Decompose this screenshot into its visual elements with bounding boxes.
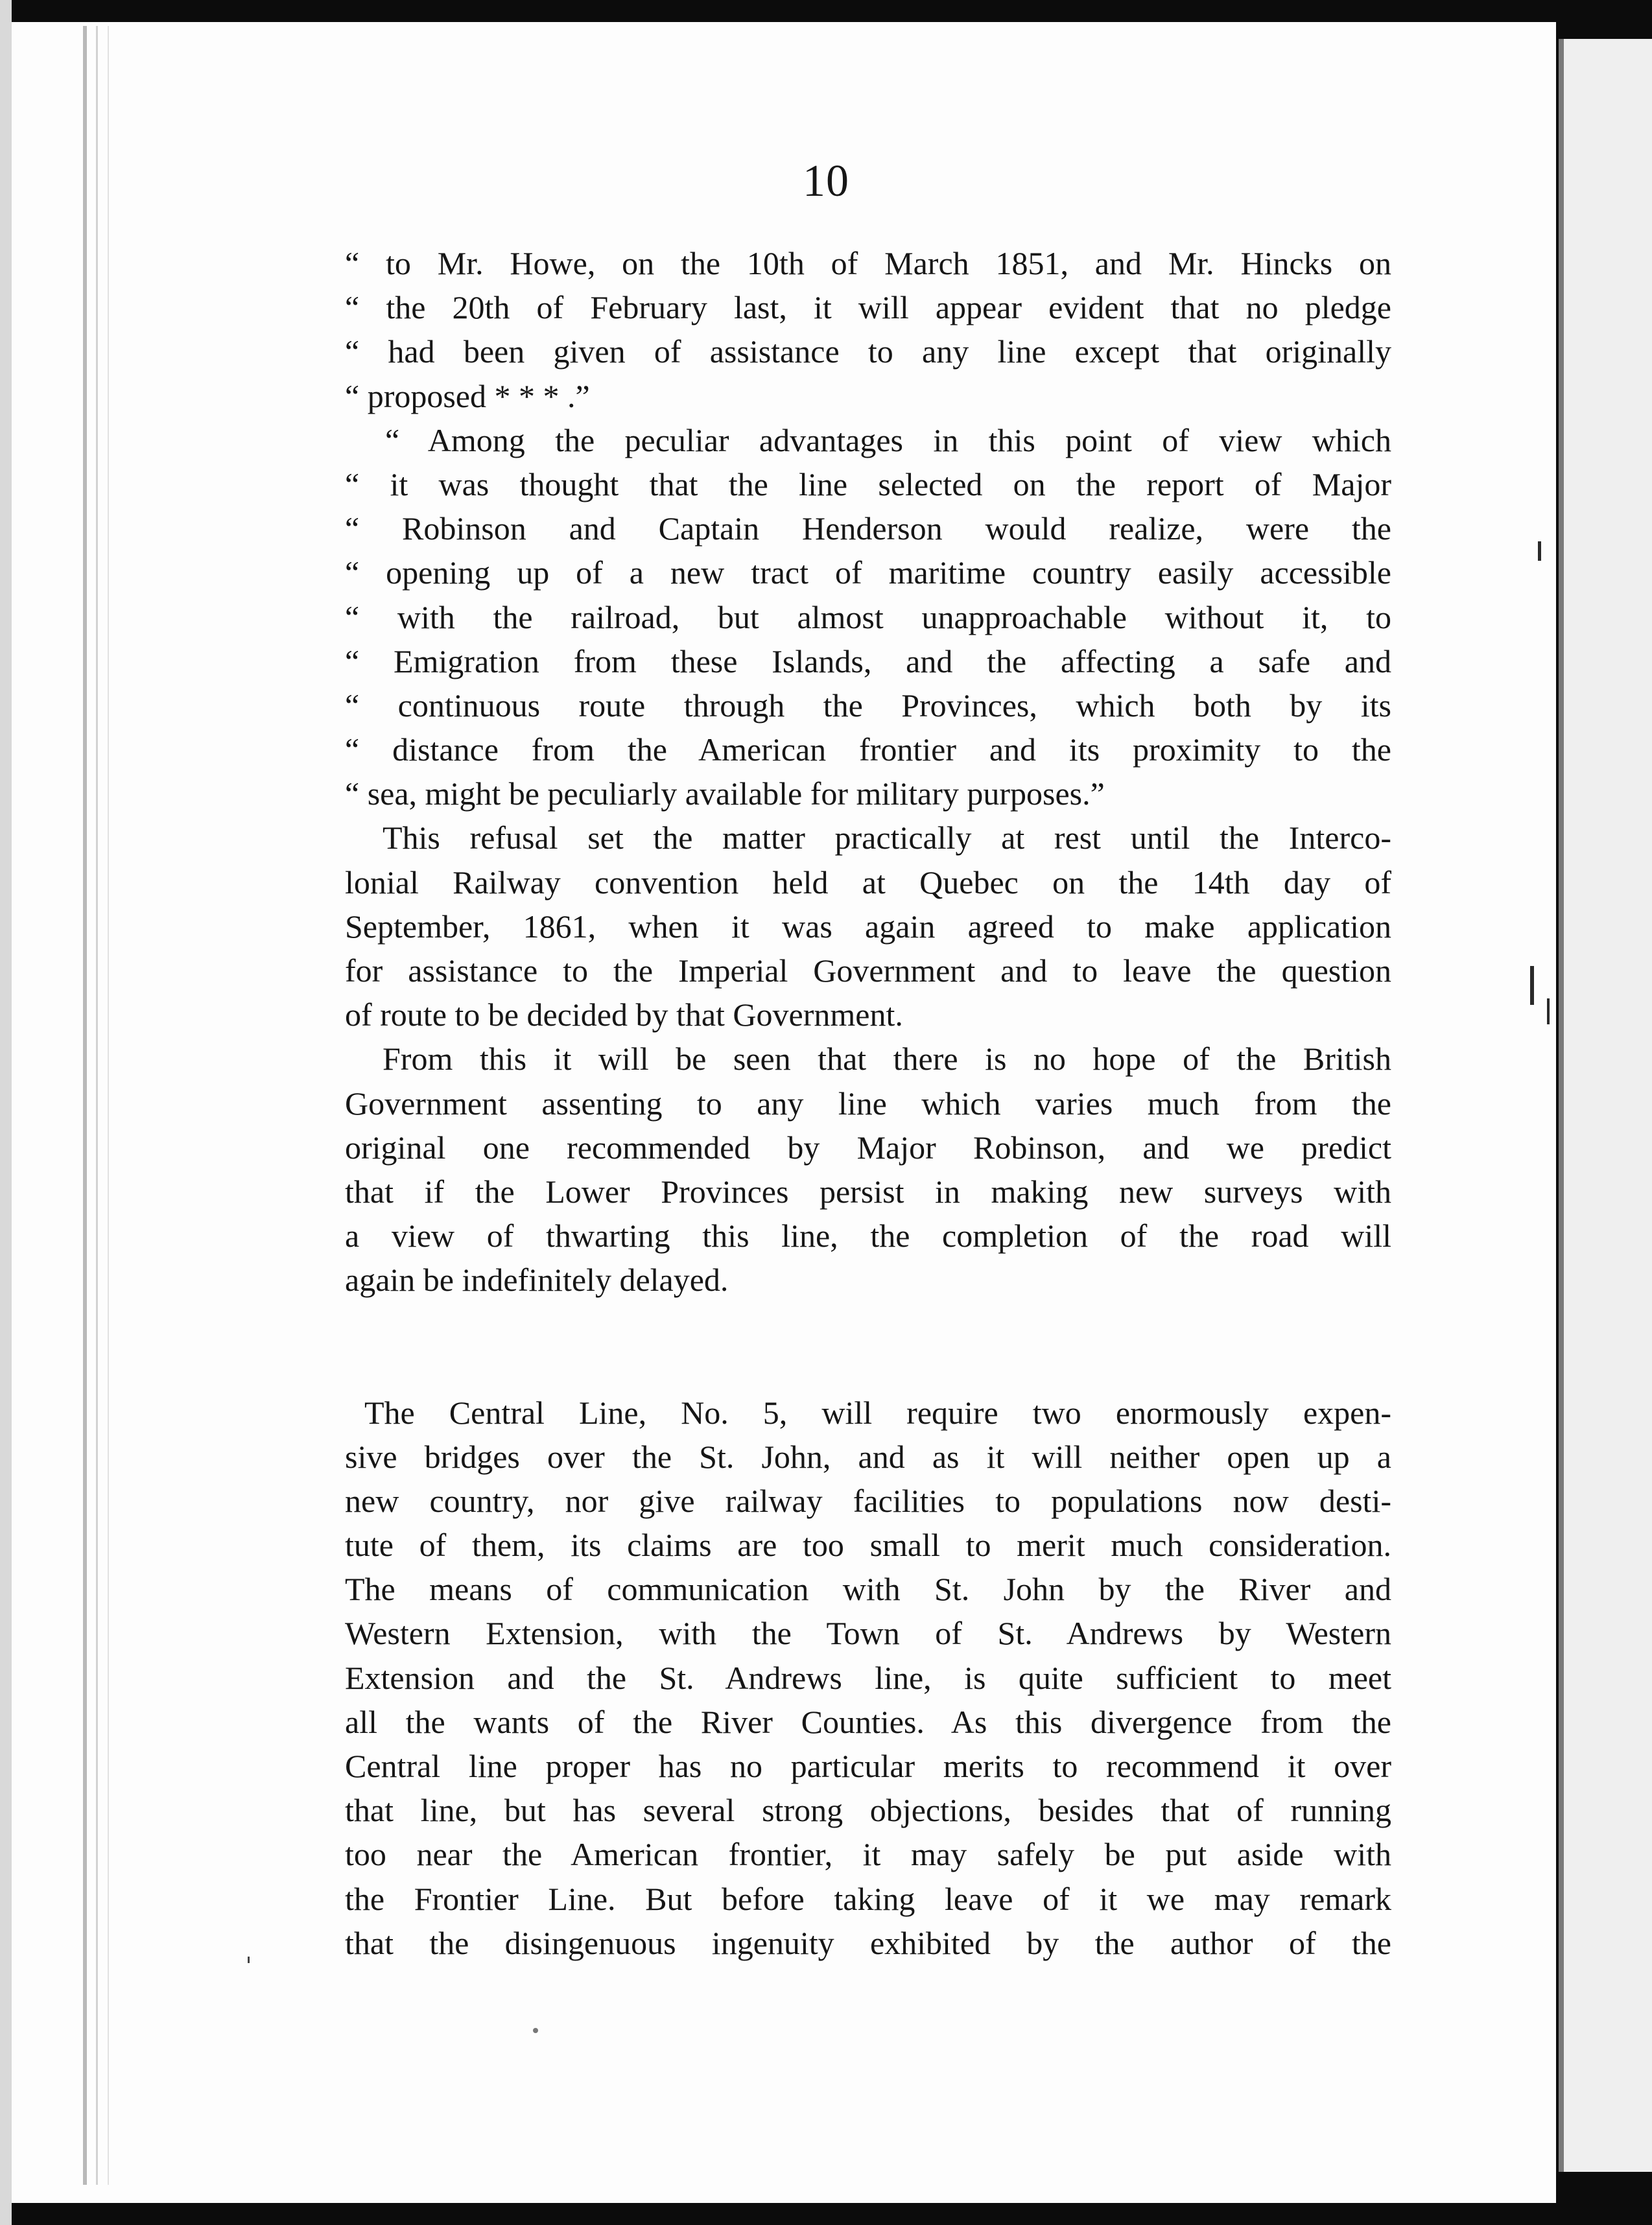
text-line: September, 1861, when it was again agreed to make application: [345, 908, 1391, 945]
scan-speck: [1538, 541, 1541, 561]
text-line: original one recommended by Major Robinson, and we predict: [345, 1129, 1391, 1166]
scan-speck: [1547, 998, 1550, 1024]
text-line: for assistance to the Imperial Government and to leave the question: [345, 952, 1391, 989]
text-line: sive bridges over the St. John, and as it will neither open up a: [345, 1438, 1391, 1475]
text-line: “ with the railroad, but almost unapproachable without it, to: [345, 598, 1391, 635]
text-line: “ continuous route through the Provinces, which both by its: [345, 687, 1391, 724]
body-text: [345, 241, 1391, 1965]
adjacent-page: [1559, 39, 1652, 2172]
text-line: “ the 20th of February last, it will appear evident that no pledge: [345, 289, 1391, 326]
text-line: “ sea, might be peculiarly available for military purposes.”: [345, 775, 1105, 812]
text-line: new country, nor give railway facilities to populations now desti-: [345, 1482, 1391, 1519]
adjacent-page-edge: [1559, 39, 1564, 2172]
text-line: that if the Lower Provinces persist in making new surveys with: [345, 1173, 1391, 1210]
scan-speck: [1530, 966, 1534, 1005]
text-line: The Central Line, No. 5, will require two enormously expen-: [364, 1394, 1391, 1431]
text-line: From this it will be seen that there is no hope of the British: [383, 1041, 1391, 1077]
text-line: that line, but has several strong objections, besides that of running: [345, 1792, 1391, 1829]
scan-border-left: [0, 0, 12, 2225]
text-line: “ distance from the American frontier and its proximity to the: [345, 731, 1391, 768]
text-line: “ opening up of a new tract of maritime country easily accessible: [345, 554, 1391, 591]
page-edge-line: [96, 26, 98, 2185]
page-edge-line: [83, 26, 87, 2185]
scan-speck: [533, 2028, 538, 2033]
scan-speck: [248, 1957, 250, 1963]
text-line: again be indefinitely delayed.: [345, 1262, 729, 1299]
text-line: “ to Mr. Howe, on the 10th of March 1851, and Mr. Hincks on: [345, 245, 1391, 281]
text-line: Central line proper has no particular merits to recommend it over: [345, 1748, 1391, 1784]
scan-border-bottom: [0, 2203, 1652, 2225]
paragraph-gap: [345, 1302, 1391, 1391]
text-line: of route to be decided by that Government.: [345, 996, 903, 1033]
text-line: This refusal set the matter practically at rest until the Interco-: [383, 819, 1391, 856]
text-line: “ had been given of assistance to any line except that originally: [345, 333, 1391, 370]
text-line: “ Among the peculiar advantages in this point of view which: [385, 421, 1391, 458]
page-number: 10: [803, 156, 849, 206]
text-line: “ it was thought that the line selected on the report of Major: [345, 465, 1391, 502]
text-line: a view of thwarting this line, the completion of the road will: [345, 1218, 1391, 1254]
text-line: tute of them, its claims are too small to merit much consideration.: [345, 1527, 1391, 1564]
page-edge-line: [108, 26, 109, 2185]
scan-border-top: [0, 0, 1652, 22]
text-line: “ Emigration from these Islands, and the affecting a safe and: [345, 642, 1391, 679]
text-line: lonial Railway convention held at Quebec on the 14th day of: [345, 864, 1391, 901]
text-line: all the wants of the River Counties. As this divergence from the: [345, 1703, 1391, 1740]
text-line: too near the American frontier, it may safely be put aside with: [345, 1836, 1391, 1873]
text-line: “ proposed * * * .”: [345, 377, 590, 414]
text-line: Western Extension, with the Town of St. Andrews by Western: [345, 1615, 1391, 1652]
text-line: “ Robinson and Captain Henderson would realize, were the: [345, 510, 1391, 547]
text-line: Government assenting to any line which varies much from the: [345, 1085, 1391, 1122]
text-line: Extension and the St. Andrews line, is quite sufficient to meet: [345, 1659, 1391, 1696]
text-line: The means of communication with St. John by the River and: [345, 1571, 1391, 1608]
text-line: that the disingenuous ingenuity exhibited by the author of the: [345, 1924, 1391, 1961]
text-line: the Frontier Line. But before taking leave of it we may remark: [345, 1880, 1391, 1917]
